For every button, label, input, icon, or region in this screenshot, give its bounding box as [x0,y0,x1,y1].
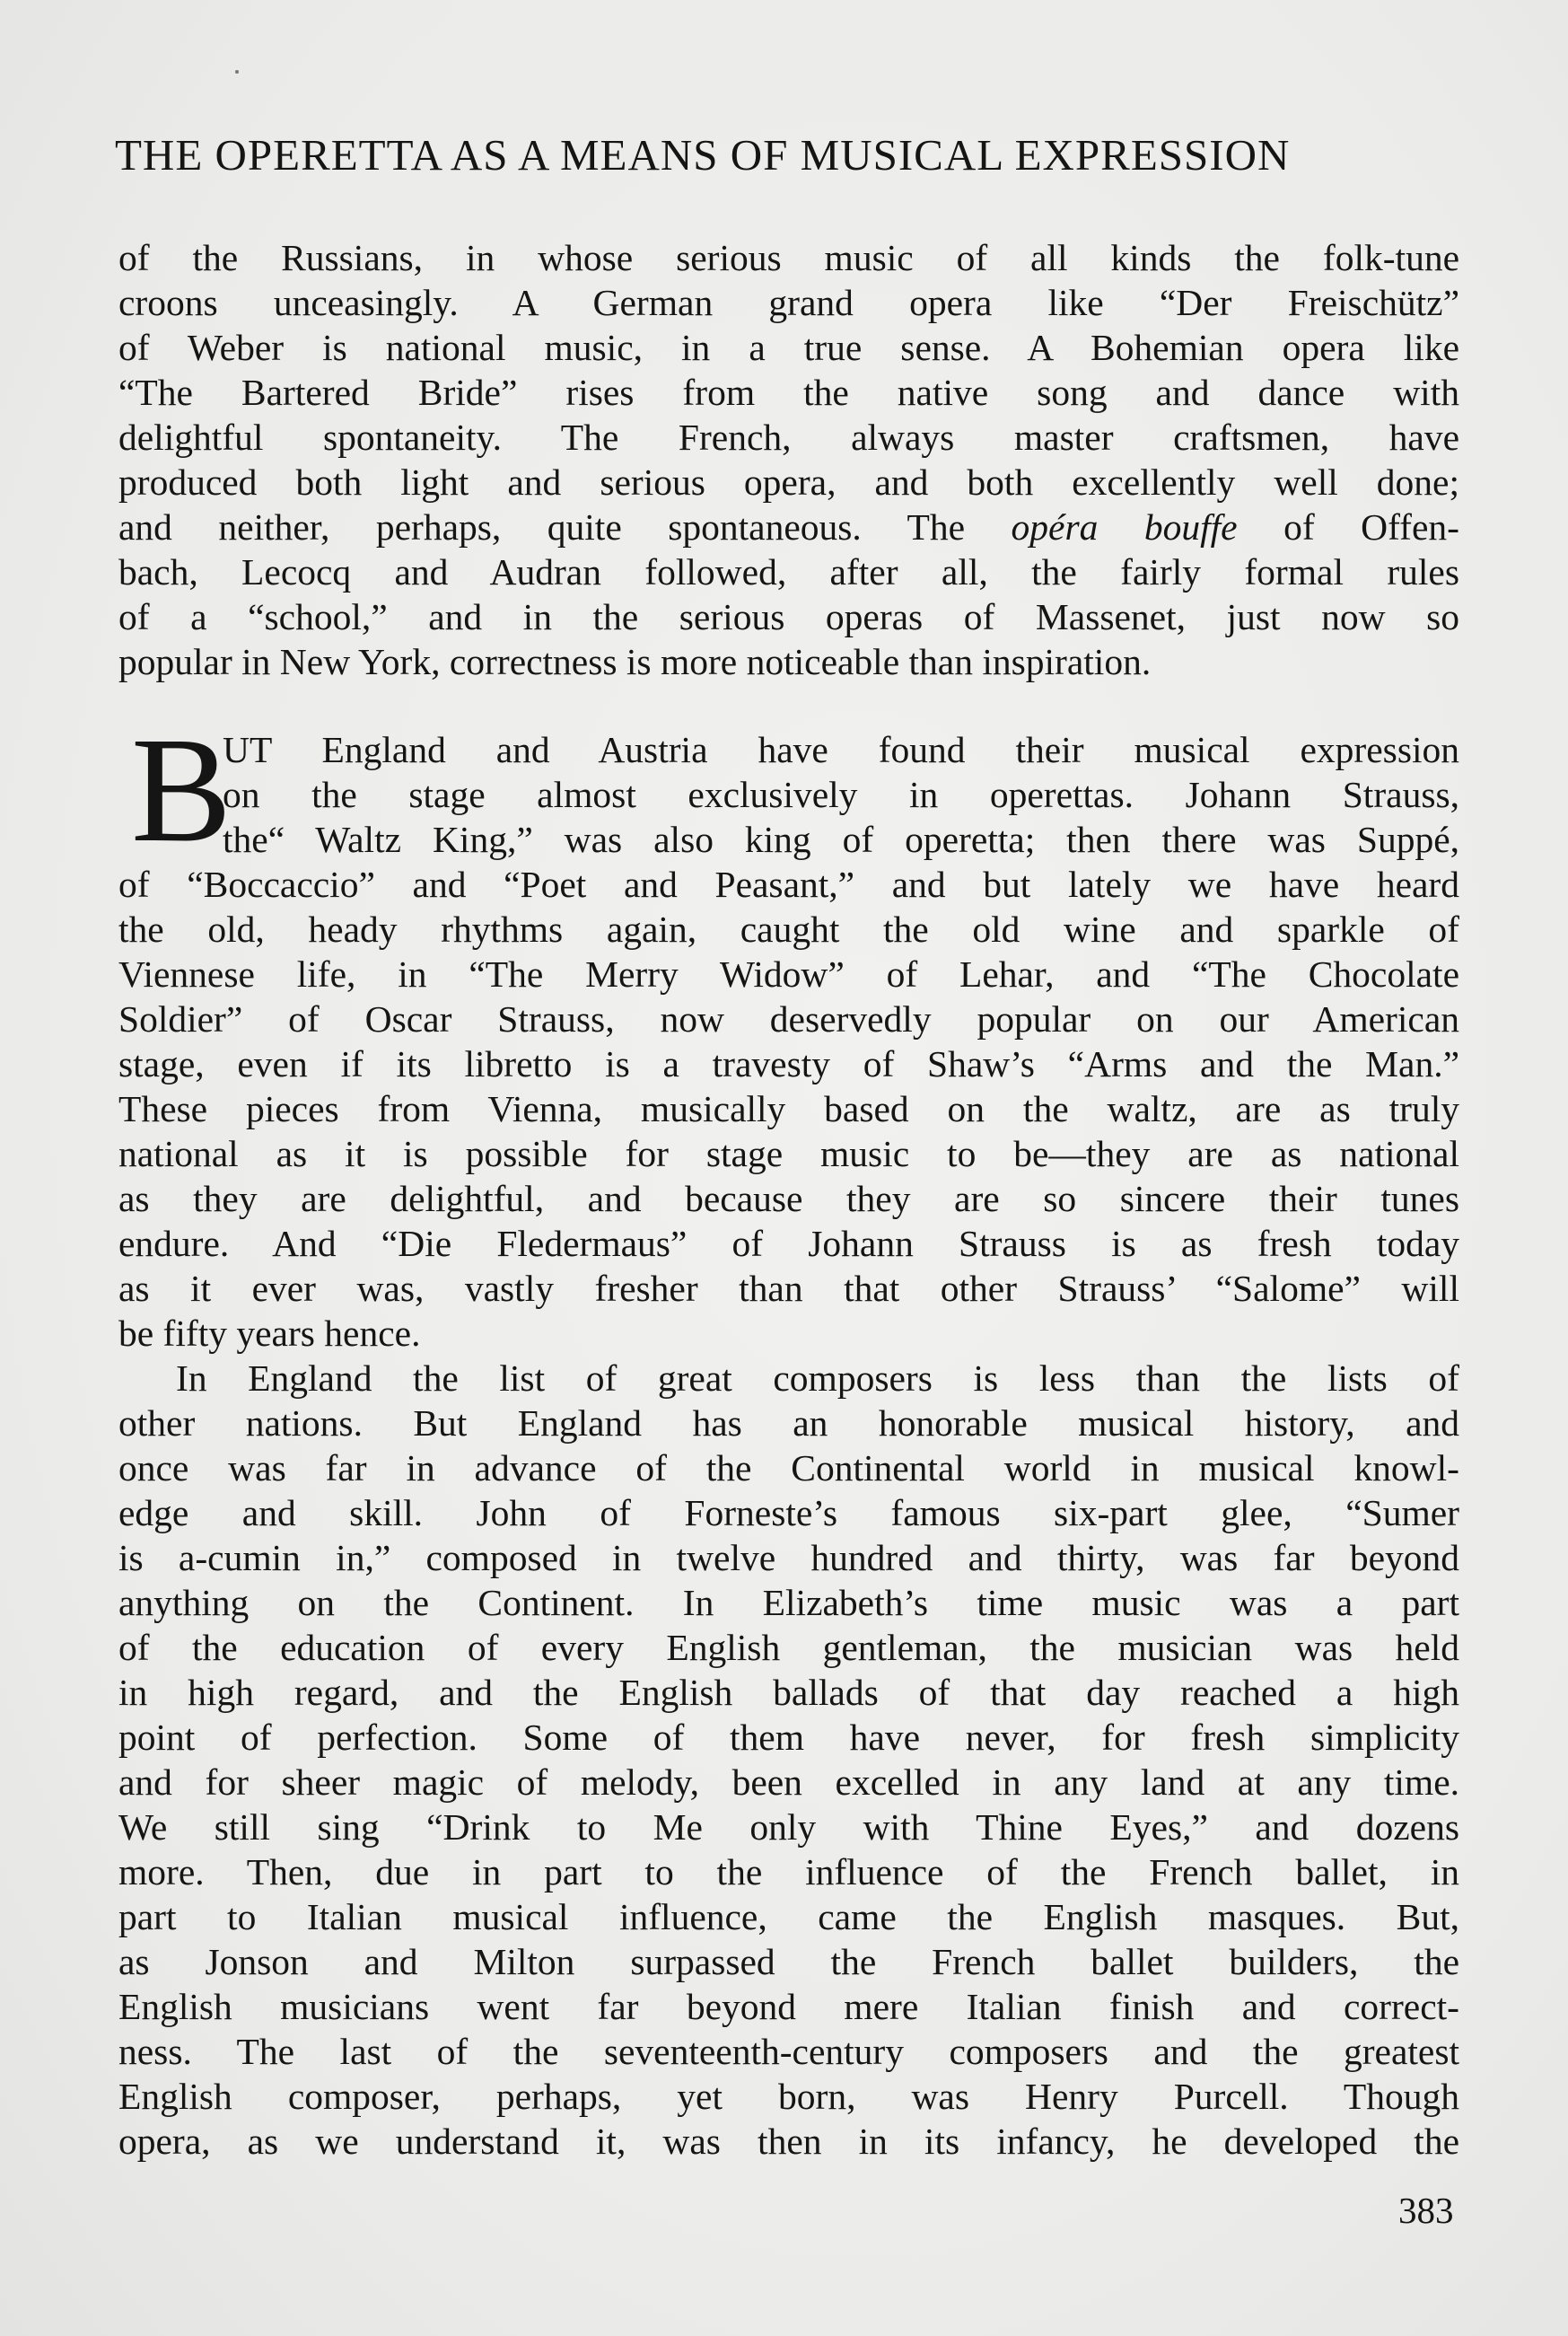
italic-term: opéra bouffe [1011,506,1238,548]
text-line: Viennese life, in “The Merry Widow” of Lehar, and “The Chocolate [118,953,1459,995]
text-line: part to Italian musical influence, came the English masques. But, [118,1896,1459,1937]
text-line: of the Russians, in whose serious music of all kinds the folk-tune [118,237,1459,278]
text-line: opera, as we understand it, was then in its infancy, he developed the [118,2121,1459,2162]
text-line: the“ Waltz King,” was also king of operetta; then there was Suppé, [223,819,1459,860]
text-segment: and neither, perhaps, quite spontaneous. The [118,506,1012,548]
page-speck [235,70,239,74]
text-line: Soldier” of Oscar Strauss, now deservedly popular on our American [118,998,1459,1040]
text-line: croons unceasingly. A German grand opera like “Der Freischütz” [118,282,1459,323]
text-line: other nations. But England has an honorable musical history, and [118,1402,1459,1444]
text-line: in high regard, and the English ballads of that day reached a high [118,1672,1459,1713]
text-line: national as it is possible for stage music to be—they are as national [118,1133,1459,1174]
text-line: We still sing “Drink to Me only with Thine Eyes,” and dozens [118,1806,1459,1848]
text-line: ness. The last of the seventeenth-century composers and the greatest [118,2031,1459,2072]
text-line: These pieces from Vienna, musically based on the waltz, are as truly [118,1088,1459,1129]
text-line: the old, heady rhythms again, caught the old wine and sparkle of [118,909,1459,950]
text-line: of the education of every English gentleman, the musician was held [118,1627,1459,1668]
text-line: and for sheer magic of melody, been excelled in any land at any time. [118,1761,1459,1803]
running-head: THE OPERETTA AS A MEANS OF MUSICAL EXPRESSION [115,130,1291,180]
text-line: In England the list of great composers is less than the lists of [176,1357,1459,1399]
body-text [118,235,1459,2164]
text-line: endure. And “Die Fledermaus” of Johann Strauss is as fresh today [118,1223,1459,1264]
text-line: be fifty years hence. [118,1313,421,1354]
text-line: delightful spontaneity. The French, always master craftsmen, have [118,417,1459,458]
text-line: as Jonson and Milton surpassed the French ballet builders, the [118,1941,1459,1982]
text-line: stage, even if its libretto is a travesty of Shaw’s “Arms and the Man.” [118,1043,1459,1085]
text-line: of a “school,” and in the serious operas of Massenet, just now so [118,596,1459,637]
text-line [118,505,1459,549]
text-line: of “Boccaccio” and “Poet and Peasant,” and but lately we have heard [118,864,1459,905]
text-line: on the stage almost exclusively in operettas. Johann Strauss, [223,774,1459,815]
paragraph-gap [118,684,1459,727]
text-line: anything on the Continent. In Elizabeth’s time music was a part [118,1582,1459,1623]
text-line: bach, Lecocq and Audran followed, after all, the fairly formal rules [118,551,1459,593]
text-line: is a-cumin in,” composed in twelve hundred and thirty, was far beyond [118,1537,1459,1578]
text-line: popular in New York, correctness is more noticeable than inspiration. [118,641,1152,682]
text-line: as they are delightful, and because they are so sincere their tunes [118,1178,1459,1219]
text-line: English musicians went far beyond mere Italian finish and correct- [118,1986,1459,2027]
page-number: 383 [1398,2190,1454,2231]
drop-cap: B [131,707,232,874]
text-line: UT England and Austria have found their musical expression [223,729,1459,770]
text-line: English composer, perhaps, yet born, was Henry Purcell. Though [118,2076,1459,2117]
text-line: “The Bartered Bride” rises from the native song and dance with [118,372,1459,413]
text-line: as it ever was, vastly fresher than that other Strauss’ “Salome” will [118,1268,1459,1309]
text-segment: of Offen- [1237,506,1459,548]
text-line: once was far in advance of the Continental world in musical knowl- [118,1447,1459,1489]
text-line: point of perfection. Some of them have never, for fresh simplicity [118,1717,1459,1758]
text-line: edge and skill. John of Forneste’s famous six-part glee, “Sumer [118,1492,1459,1533]
text-line: more. Then, due in part to the influence of the French ballet, in [118,1851,1459,1893]
text-line: produced both light and serious opera, and both excellently well done; [118,461,1459,503]
text-line: of Weber is national music, in a true sense. A Bohemian opera like [118,327,1459,368]
